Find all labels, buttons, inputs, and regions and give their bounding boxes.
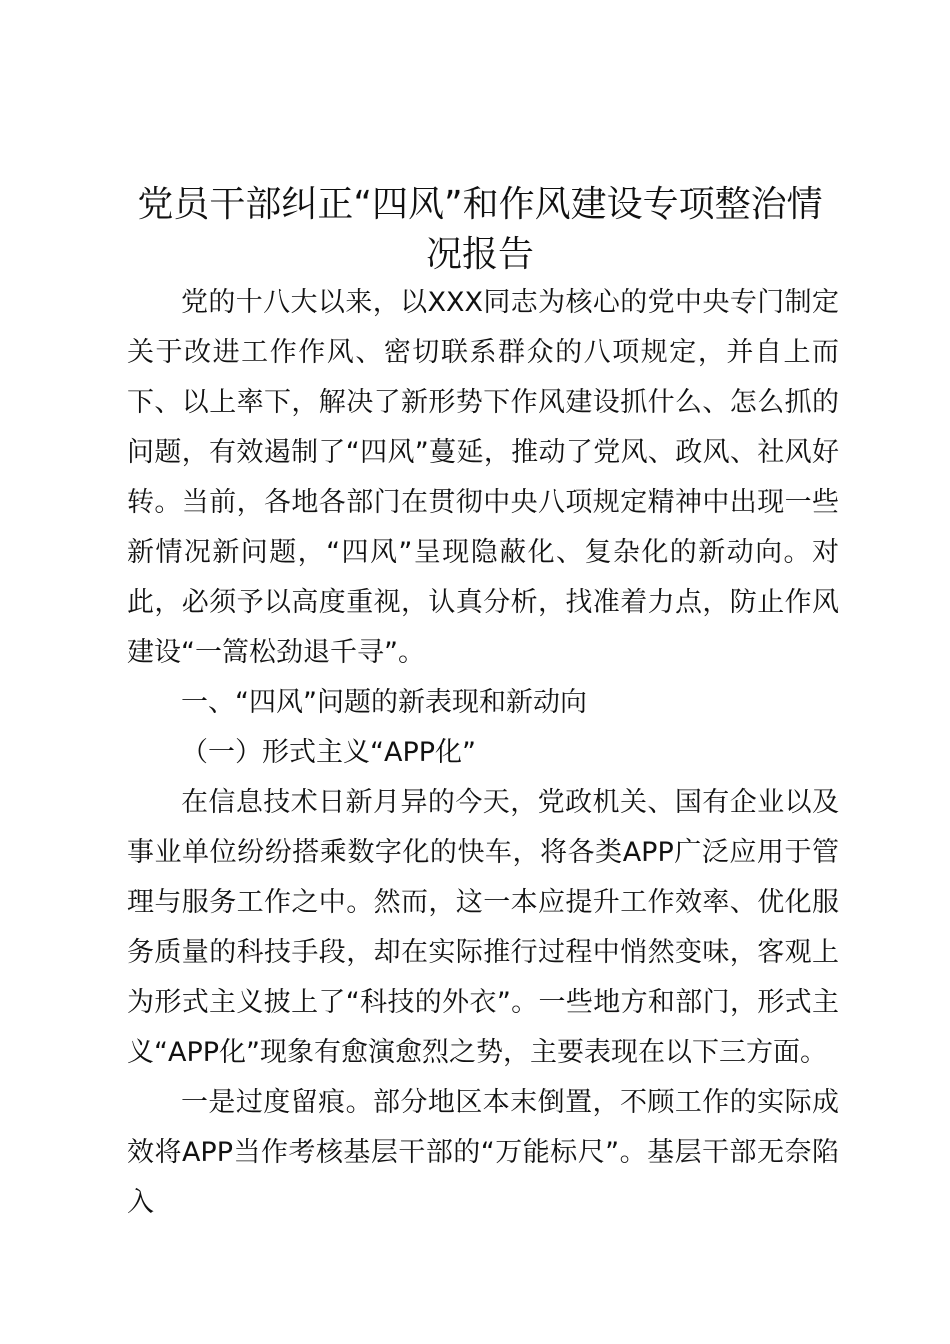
subsection-heading-1: （一）形式主义“APP化” (181, 737, 477, 768)
document-body (127, 278, 839, 1228)
section-heading-1: 一、“四风”问题的新表现和新动向 (181, 687, 587, 718)
document-title: 党员干部纠正“四风”和作风建设专项整治情况报告 (137, 184, 823, 275)
paragraph-intro: 党的十八大以来，以XXX同志为核心的党中央专门制定关于改进工作作风、密切联系群众的八项规定，并自上而下、以上率下，解决了新形势下作风建设抓什么、怎么抓的问题，有效遏制了“四风”蔓延，推动了党风、政风、社风好转。当前，各地各部门在贯彻中央八项规定精神中出现一些新情况新问题，“四风”呈现隐蔽化、复杂化的新动向。对此，必须予以高度重视，认真分析，找准着力点，防止作风建设“一篙松劲退千寻”。 (127, 287, 839, 668)
paragraph-app-formalism: 在信息技术日新月异的今天，党政机关、国有企业以及事业单位纷纷搭乘数字化的快车，将各类APP广泛应用于管理与服务工作之中。然而，这一本应提升工作效率、优化服务质量的科技手段，却在实际推行过程中悄然变味，客观上为形式主义披上了“科技的外衣”。一些地方和部门，形式主义“APP化”现象有愈演愈烈之势，主要表现在以下三方面。 (127, 787, 839, 1068)
paragraph-excessive-traces: 一是过度留痕。部分地区本末倒置，不顾工作的实际成效将APP当作考核基层干部的“万能标尺”。基层干部无奈陷入 (127, 1087, 839, 1218)
